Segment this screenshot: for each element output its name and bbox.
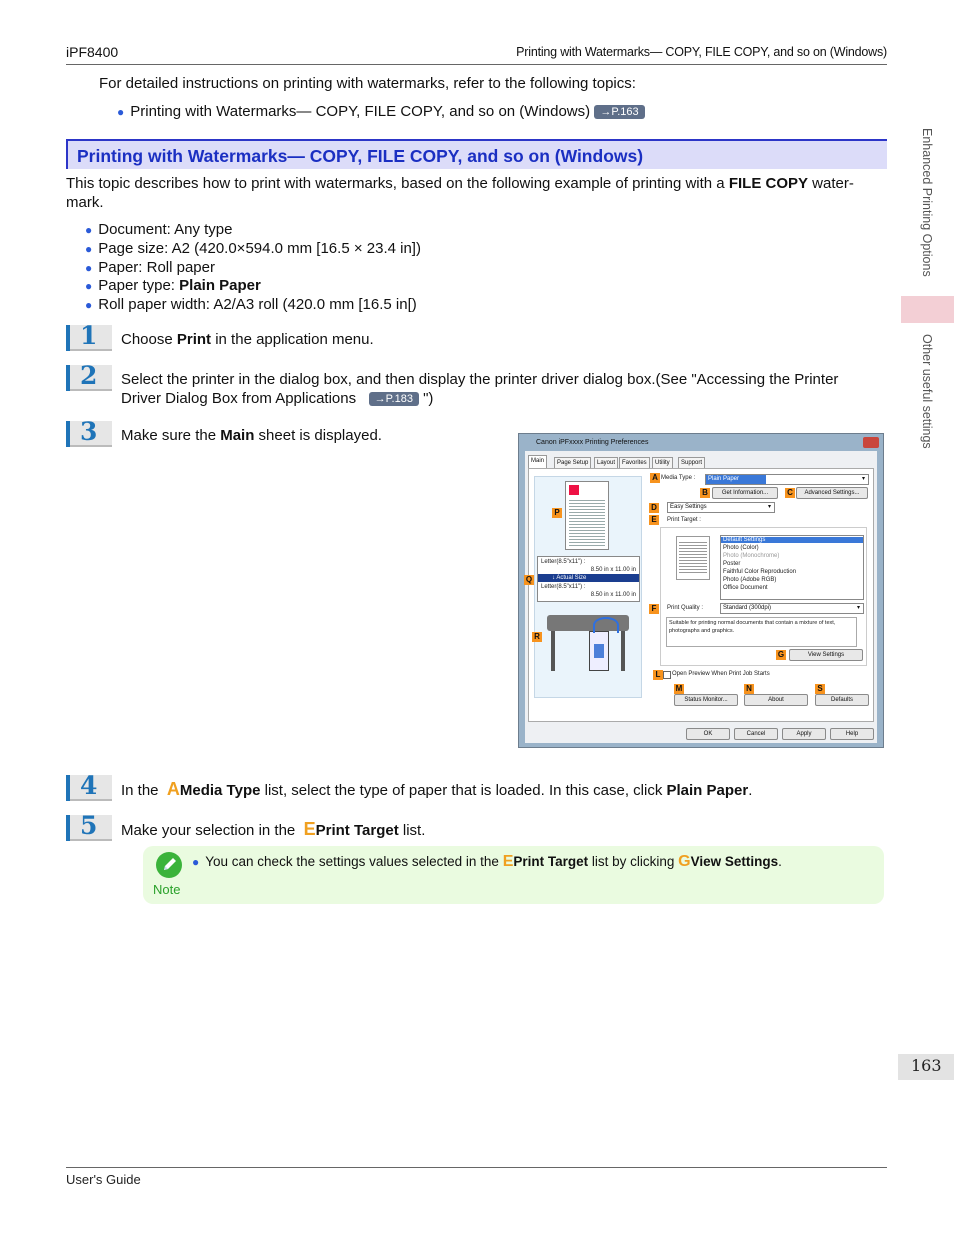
- callout-letter-a: A: [166, 779, 180, 799]
- preview-image: [569, 485, 579, 495]
- intro-bullet: [117, 102, 645, 122]
- easy-settings-select[interactable]: [667, 502, 775, 513]
- open-preview-checkbox[interactable]: [663, 671, 671, 679]
- bullet-icon: ●: [192, 855, 200, 869]
- s2-close: "): [423, 390, 434, 407]
- size-val1: 8.50 in x 11.00 in: [590, 567, 636, 573]
- print-target-item[interactable]: Office Document: [723, 585, 768, 591]
- tab-main[interactable]: Main: [528, 455, 547, 468]
- callout-r: R: [532, 632, 542, 642]
- tab-support[interactable]: Support: [678, 457, 705, 469]
- example-item: [85, 258, 215, 278]
- print-quality-label: Print Quality :: [667, 605, 704, 611]
- step-digit: 4: [80, 771, 98, 800]
- s2-line2: Driver Dialog Box from Applications: [121, 390, 357, 407]
- note-mid: list by clicking: [588, 854, 679, 869]
- example-item-text: Paper: Roll paper: [98, 259, 215, 276]
- step-2-line1: Select the printer in the dialog box, and then display the printer driver dialog box.(See "Accessing the Printer: [121, 371, 839, 388]
- advanced-settings-button[interactable]: Advanced Settings...: [796, 487, 868, 499]
- print-target-item[interactable]: Photo (Adobe RGB): [723, 577, 777, 583]
- header-rule: [66, 64, 887, 65]
- callout-l: L: [653, 670, 663, 680]
- tab-favorites[interactable]: Favorites: [619, 457, 650, 469]
- note-pencil-icon: [156, 852, 182, 878]
- example-item: [85, 295, 417, 315]
- callout-m: M: [675, 684, 683, 693]
- note-text: [192, 853, 782, 871]
- dropdown-arrow-icon: ▾: [767, 504, 771, 510]
- s4-bold1: Media Type: [179, 782, 261, 799]
- s3-post: sheet is displayed.: [254, 427, 382, 444]
- s4-bold2: Plain Paper: [666, 782, 749, 799]
- tab-utility[interactable]: Utility: [652, 457, 673, 469]
- target-thumbnail: [676, 536, 710, 580]
- s1-pre: Choose: [121, 331, 177, 348]
- example-item-text: Page size: A2 (420.0×594.0 mm [16.5 × 23.4 in]): [98, 240, 421, 257]
- footer-rule: [66, 1167, 887, 1168]
- arrow-down-icon: ↓: [552, 575, 555, 581]
- print-quality-select[interactable]: [720, 603, 864, 614]
- callout-s: S: [815, 684, 825, 694]
- page-ref-183[interactable]: →P.183: [369, 392, 419, 406]
- step-4-text: [121, 780, 752, 800]
- step-number-3: [66, 417, 112, 447]
- view-settings-button[interactable]: View Settings: [789, 649, 863, 661]
- intro-text: For detailed instructions on printing with watermarks, refer to the following topics:: [99, 75, 636, 92]
- quality-description-box: [666, 617, 857, 647]
- step-digit: 5: [80, 811, 98, 840]
- quality-description: Suitable for printing normal documents that contain a mixture of text, photographs and graphics.: [669, 620, 836, 634]
- example-item: [85, 239, 421, 259]
- print-target-list[interactable]: [720, 535, 864, 600]
- dialog-body: [525, 451, 877, 743]
- callout-letter-e: E: [502, 853, 514, 870]
- step-number-5: [66, 811, 112, 841]
- step-1-text: [121, 330, 374, 349]
- page-number-text: 163: [911, 1056, 942, 1075]
- step-2-line2: [121, 389, 433, 408]
- step-digit: 1: [80, 321, 98, 350]
- desc-part2: water-: [808, 175, 854, 192]
- bullet-icon: ●: [85, 223, 93, 237]
- s3-pre: Make sure the: [121, 427, 221, 444]
- callout-e: E: [649, 515, 659, 525]
- section-description: [66, 174, 888, 193]
- section-title: Printing with Watermarks— COPY, FILE COPY, and so on (Windows): [77, 146, 644, 166]
- desc-bold: FILE COPY: [728, 175, 809, 192]
- bullet-icon: ●: [117, 105, 125, 119]
- size-line1: Letter(8.5"x11") :: [541, 559, 586, 565]
- size-val2: 8.50 in x 11.00 in: [590, 592, 636, 598]
- printer-leg: [551, 631, 555, 671]
- example-item-bold: Plain Paper: [179, 277, 261, 294]
- rotate-arrow-icon: [593, 617, 619, 633]
- bullet-icon: ●: [85, 298, 93, 312]
- s4-post: .: [748, 782, 753, 799]
- print-target-item[interactable]: Photo (Color): [723, 545, 759, 551]
- bullet-icon: ●: [85, 242, 93, 256]
- note-pre: You can check the settings values selected in the: [205, 854, 503, 869]
- main-panel: [525, 468, 874, 722]
- header-model: iPF8400: [66, 44, 119, 60]
- example-item: [85, 220, 233, 240]
- paper-sheet: [589, 631, 609, 671]
- callout-a: A: [650, 473, 660, 483]
- callout-letter-g: G: [678, 853, 691, 870]
- sidebar-other-settings[interactable]: Other useful settings: [920, 334, 934, 449]
- s1-post: in the application menu.: [211, 331, 374, 348]
- step-3-text: [121, 426, 382, 445]
- bullet-icon: ●: [85, 261, 93, 275]
- callout-d: D: [649, 503, 659, 513]
- callout-n: N: [744, 684, 754, 694]
- print-target-label: Print Target :: [667, 517, 701, 523]
- tab-layout[interactable]: Layout: [594, 457, 618, 469]
- page-preview: [565, 481, 609, 550]
- example-item-text: Paper type:: [98, 277, 180, 294]
- section-title-bar: [66, 139, 887, 169]
- tab-page-setup[interactable]: Page Setup: [554, 457, 591, 469]
- status-monitor-button[interactable]: Status Monitor...: [674, 694, 738, 706]
- s5-bold: Print Target: [315, 822, 399, 839]
- defaults-button[interactable]: Defaults: [815, 694, 869, 706]
- note-post: .: [778, 854, 782, 869]
- printer-leg: [621, 631, 625, 671]
- desc-line2: mark.: [66, 194, 104, 211]
- note-bold1: Print Target: [513, 854, 589, 869]
- size-line2: Letter(8.5"x11") :: [541, 584, 586, 590]
- actual-size: [552, 575, 586, 581]
- print-target-item[interactable]: Poster: [723, 561, 741, 567]
- intro-bullet-link[interactable]: Printing with Watermarks— COPY, FILE COPY, and so on (Windows): [130, 103, 591, 120]
- desc-part1: This topic describes how to print with watermarks, based on the following example of printing with a: [66, 175, 729, 192]
- note-label: Note: [153, 882, 181, 897]
- ok-button[interactable]: OK: [686, 728, 730, 740]
- sidebar-enhanced-printing[interactable]: Enhanced Printing Options: [920, 128, 934, 277]
- footer-text: User's Guide: [66, 1172, 141, 1187]
- cancel-button[interactable]: Cancel: [734, 728, 778, 740]
- callout-b: B: [700, 488, 710, 498]
- bullet-icon: ●: [85, 279, 93, 293]
- step-number-1: [66, 321, 112, 351]
- step-number-4: [66, 771, 112, 801]
- sidebar-highlight: [901, 296, 954, 323]
- print-target-item[interactable]: Default Settings: [721, 537, 863, 543]
- example-item: [85, 276, 261, 296]
- dialog-title: Canon iPFxxxx Printing Preferences: [536, 439, 649, 446]
- s5-pre: Make your selection in the: [121, 822, 300, 839]
- actual-size-text: Actual Size: [556, 575, 587, 581]
- callout-letter-e: E: [303, 819, 316, 839]
- paper-mark: [594, 644, 604, 658]
- thumbnail-lines: [679, 540, 707, 574]
- page-ref-163[interactable]: →P.163: [594, 105, 644, 119]
- callout-f: F: [649, 604, 659, 614]
- page-number: [898, 1054, 954, 1080]
- media-type-value: Plain Paper: [708, 476, 740, 482]
- media-type-label: Media Type :: [661, 475, 696, 481]
- step-5-text: [121, 820, 425, 840]
- get-information-button[interactable]: Get Information...: [712, 487, 778, 499]
- example-item-text: Document: Any type: [98, 221, 233, 238]
- dropdown-arrow-icon: ▾: [861, 476, 865, 482]
- note-bold2: View Settings: [690, 854, 779, 869]
- open-preview-label: Open Preview When Print Job Starts: [672, 671, 770, 677]
- easy-settings-value: Easy Settings: [670, 504, 707, 510]
- s5-post: list.: [398, 822, 426, 839]
- s4-mid: list, select the type of paper that is loaded. In this case, click: [260, 782, 667, 799]
- dropdown-arrow-icon: ▾: [856, 605, 860, 611]
- print-target-item[interactable]: Faithful Color Reproduction: [723, 569, 797, 575]
- print-quality-value: Standard (300dpi): [723, 605, 772, 611]
- preview-lines: [569, 498, 605, 546]
- paper-size-info: [537, 556, 640, 602]
- callout-c: C: [785, 488, 795, 498]
- media-type-select[interactable]: [705, 474, 869, 485]
- callout-p: P: [552, 508, 562, 518]
- example-item-text: Roll paper width: A2/A3 roll (420.0 mm [16.5 in[): [98, 296, 417, 313]
- step-number-2: [66, 361, 112, 391]
- printer-illustration: [541, 609, 636, 679]
- close-icon[interactable]: [863, 437, 879, 448]
- help-button[interactable]: Help: [830, 728, 874, 740]
- apply-button[interactable]: Apply: [782, 728, 826, 740]
- callout-q: Q: [525, 575, 533, 584]
- s4-pre: In the: [121, 782, 163, 799]
- s3-bold: Main: [220, 427, 255, 444]
- callout-g: G: [777, 650, 785, 659]
- step-digit: 2: [80, 361, 98, 390]
- about-button[interactable]: About: [744, 694, 808, 706]
- step-digit: 3: [80, 417, 98, 446]
- printing-preferences-dialog: [518, 433, 884, 748]
- print-target-item[interactable]: Photo (Monochrome): [723, 553, 780, 559]
- header-title: Printing with Watermarks— COPY, FILE COPY, and so on (Windows): [516, 45, 887, 59]
- s1-bold: Print: [176, 331, 212, 348]
